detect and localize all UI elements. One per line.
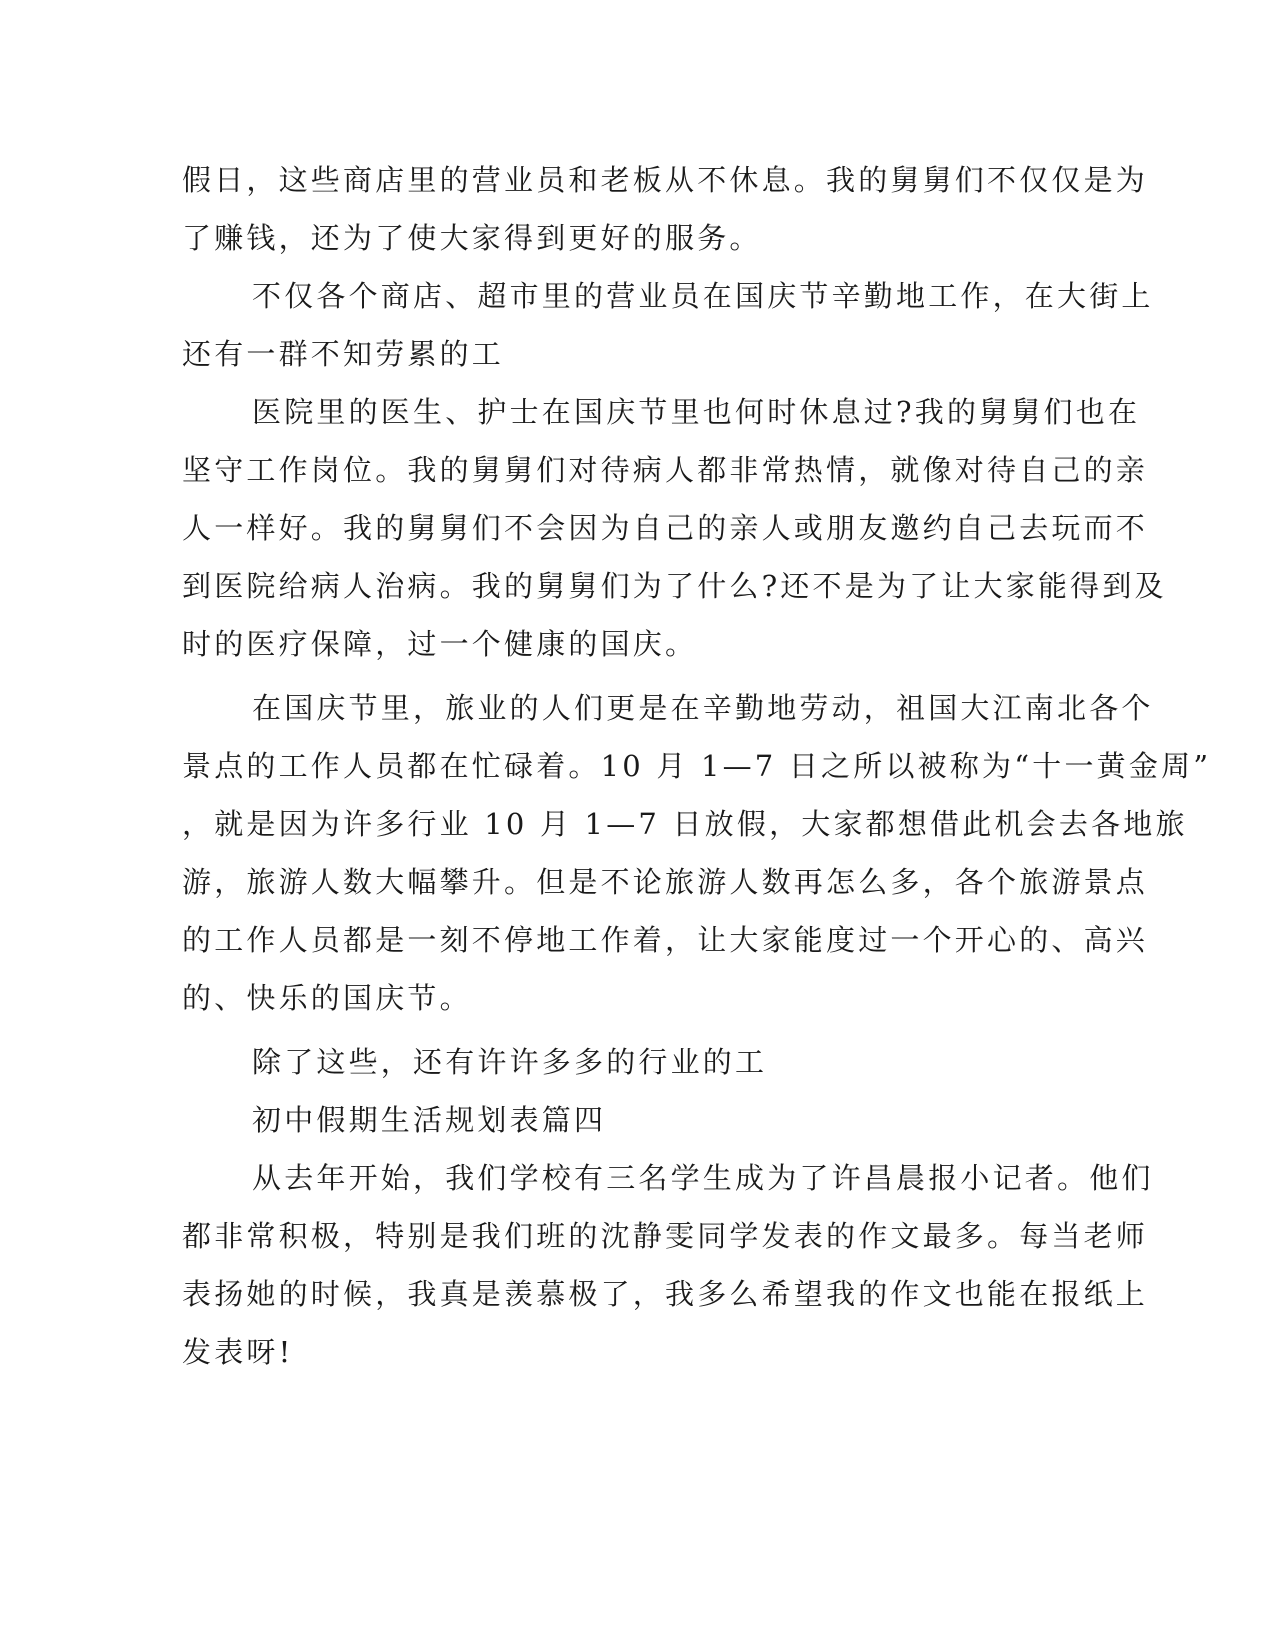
text-line: 还有一群不知劳累的工 [182,337,505,371]
paragraph-start-line: 不仅各个商店、超市里的营业员在国庆节辛勤地工作，在大街上 [252,279,1154,313]
text-line: 都非常积极，特别是我们班的沈静雯同学发表的作文最多。每当老师 [182,1219,1149,1253]
text-line: 时的医疗保障，过一个健康的国庆。 [182,627,698,661]
text-line: 的、快乐的国庆节。 [182,981,472,1015]
paragraph-start-line: 医院里的医生、护士在国庆节里也何时休息过?我的舅舅们也在 [252,395,1141,429]
text-line: ，就是因为许多行业 10 月 1—7 日放假，大家都想借此机会去各地旅 [182,807,1188,841]
text-line: 到医院给病人治病。我的舅舅们为了什么?还不是为了让大家能得到及 [182,569,1167,603]
text-line: 人一样好。我的舅舅们不会因为自己的亲人或朋友邀约自己去玩而不 [182,511,1149,545]
section-heading: 初中假期生活规划表篇四 [252,1103,607,1137]
text-line: 游，旅游人数大幅攀升。但是不论旅游人数再怎么多，各个旅游景点 [182,865,1149,899]
text-line: 发表呀! [182,1335,294,1369]
paragraph-start-line: 从去年开始，我们学校有三名学生成为了许昌晨报小记者。他们 [252,1161,1154,1195]
text-line: 了赚钱，还为了使大家得到更好的服务。 [182,221,762,255]
text-line: 景点的工作人员都在忙碌着。10 月 1—7 日之所以被称为“十一黄金周” [182,749,1212,783]
text-line: 坚守工作岗位。我的舅舅们对待病人都非常热情，就像对待自己的亲 [182,453,1149,487]
paragraph-start-line: 在国庆节里，旅业的人们更是在辛勤地劳动，祖国大江南北各个 [252,691,1154,725]
text-line: 假日，这些商店里的营业员和老板从不休息。我的舅舅们不仅仅是为 [182,163,1149,197]
text-line: 的工作人员都是一刻不停地工作着，让大家能度过一个开心的、高兴 [182,923,1149,957]
paragraph-start-line: 除了这些，还有许许多多的行业的工 [252,1045,768,1079]
text-line: 表扬她的时候，我真是羡慕极了，我多么希望我的作文也能在报纸上 [182,1277,1149,1311]
